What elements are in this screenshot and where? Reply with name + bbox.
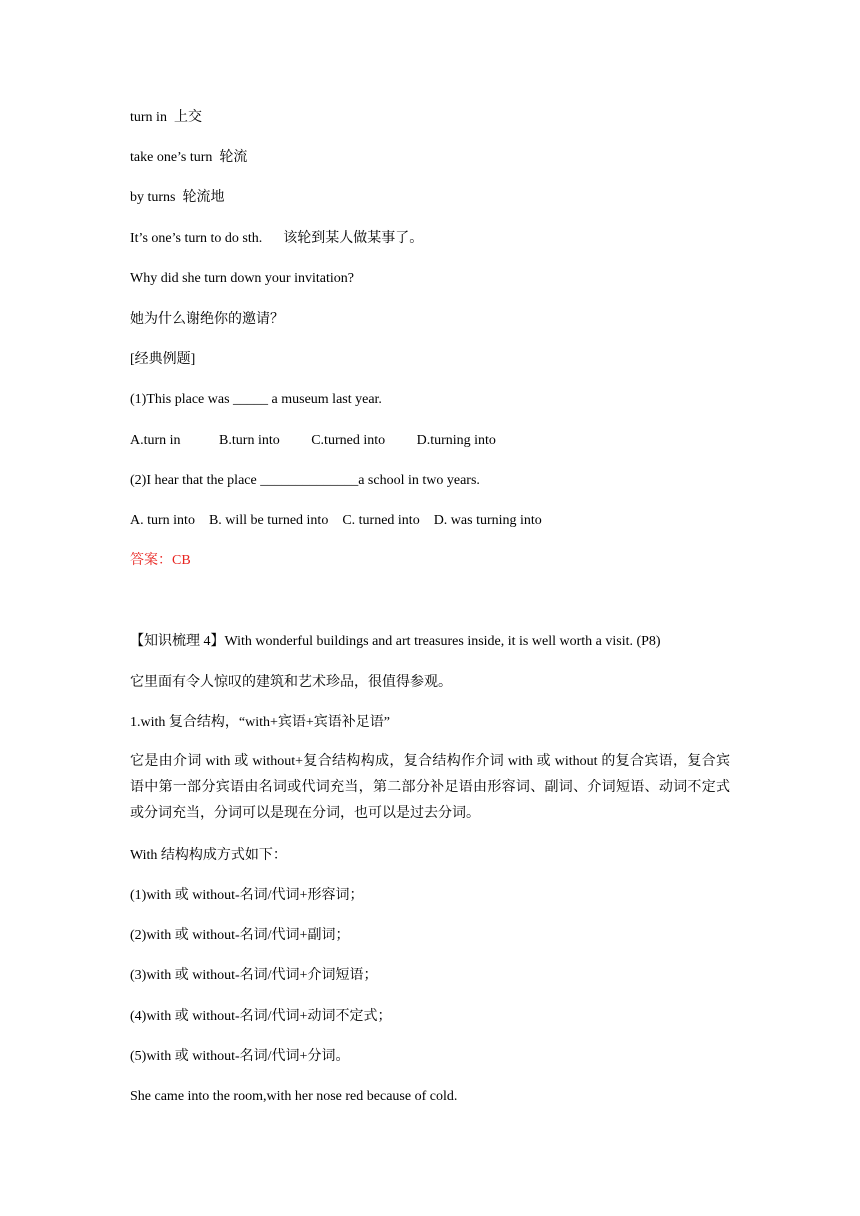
example-sentence-en: Why did she turn down your invitation? — [130, 271, 354, 286]
classic-examples-heading: [经典例题] — [130, 352, 196, 367]
phrase-take-ones-turn: take one’s turn 轮流 — [130, 150, 248, 165]
with-example-sentence: She came into the room,with her nose red because of cold. — [130, 1089, 458, 1104]
knowledge-point-translation: 它里面有令人惊叹的建筑和艺术珍品，很值得参观。 — [130, 675, 452, 690]
with-pattern-3: (3)with 或 without-名词/代词+介词短语； — [130, 968, 378, 983]
question-2-options: A. turn into B. will be turned into C. turned into D. was turning into — [130, 513, 542, 528]
with-pattern-4: (4)with 或 without-名词/代词+动词不定式； — [130, 1009, 392, 1024]
with-pattern-1: (1)with 或 without-名词/代词+形容词； — [130, 888, 364, 903]
phrase-by-turns: by turns 轮流地 — [130, 190, 225, 205]
phrase-its-ones-turn: It’s one’s turn to do sth. 该轮到某人做某事了。 — [130, 231, 424, 246]
with-structure-explanation: 它是由介词 with 或 without+复合结构构成，复合结构作介词 with 或 without 的复合宾语，复合宾语中第一部分宾语由名词或代词充当，第二部分补足语由形容词、副词、介词短语、动词不定式或分词充当，分词可以是现在分词，也可以是过去分词。 — [130, 754, 730, 821]
answer-line: 答案：CB — [130, 553, 191, 568]
question-1-options: A.turn in B.turn into C.turned into D.turning into — [130, 433, 496, 448]
example-sentence-zh: 她为什么谢绝你的邀请？ — [130, 312, 284, 327]
with-structure-intro: With 结构构成方式如下： — [130, 848, 287, 863]
question-1: (1)This place was _____ a museum last year. — [130, 392, 382, 407]
with-pattern-2: (2)with 或 without-名词/代词+副词； — [130, 928, 350, 943]
with-pattern-5: (5)with 或 without-名词/代词+分词。 — [130, 1049, 350, 1064]
phrase-turn-in: turn in 上交 — [130, 110, 202, 125]
with-structure-title: 1.with 复合结构，“with+宾语+宾语补足语” — [130, 715, 390, 730]
knowledge-point-heading: 【知识梳理 4】With wonderful buildings and art treasures inside, it is well worth a visit. (P8) — [130, 634, 661, 649]
question-2: (2)I hear that the place ______________a school in two years. — [130, 473, 480, 488]
